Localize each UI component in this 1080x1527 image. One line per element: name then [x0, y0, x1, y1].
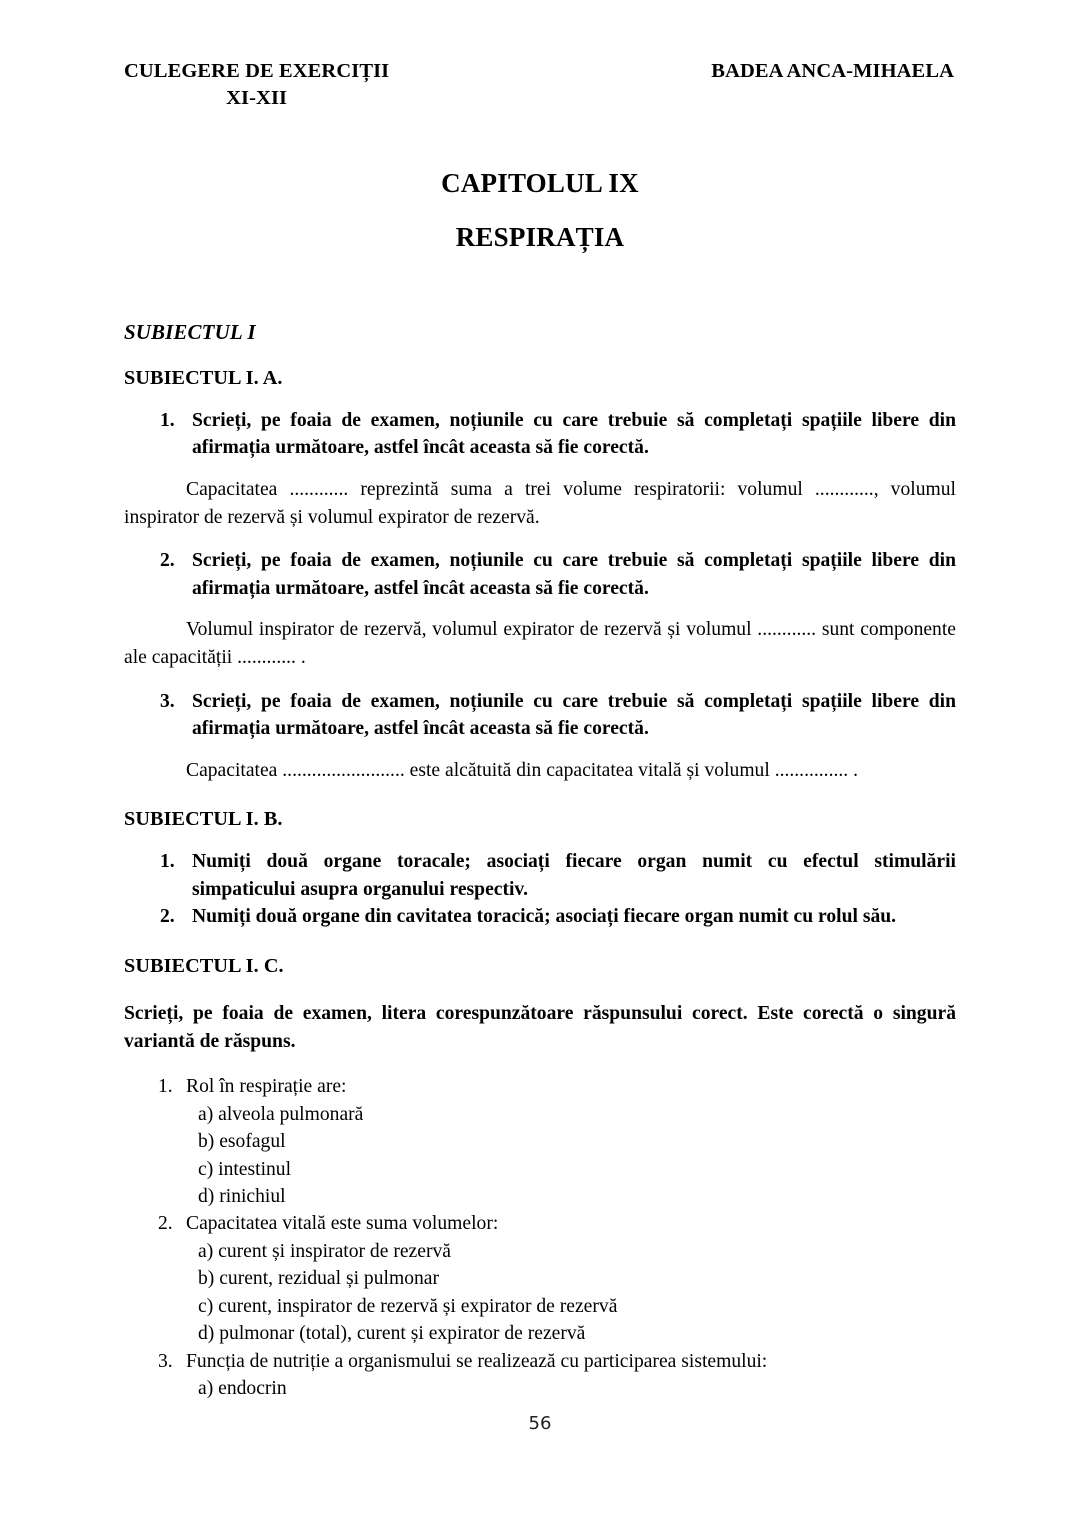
mcq-question-text: Funcția de nutriție a organismului se realizează cu participarea sistemului:: [186, 1350, 768, 1372]
mcq-option[interactable]: b) esofagul: [198, 1131, 286, 1153]
task-text: Numiți două organe din cavitatea toracică; asociați fiecare organ numit cu rolul său.: [192, 906, 897, 928]
header-author-name: BADEA ANCA-MIHAELA: [711, 60, 954, 82]
mcq-question-text: Rol în respirație are:: [186, 1076, 347, 1098]
mcq-option[interactable]: d) rinichiul: [198, 1185, 286, 1207]
mcq-question: [124, 1073, 956, 1210]
mcq-question-number: 1.: [158, 1076, 173, 1098]
task-number: 2.: [160, 906, 175, 928]
subject-heading: SUBIECTUL I: [124, 320, 256, 344]
task-number: 3.: [160, 690, 175, 712]
mcq-option[interactable]: a) alveola pulmonară: [198, 1103, 364, 1125]
mcq-option[interactable]: b) curent, rezidual și pulmonar: [198, 1268, 440, 1290]
section-c-heading: SUBIECTUL I. C.: [124, 954, 284, 977]
section-b-task-list: [124, 848, 956, 930]
task-item: [124, 547, 956, 602]
mcq-option[interactable]: c) curent, inspirator de rezervă și expirator de rezervă: [198, 1295, 618, 1317]
document-body: [124, 318, 956, 1402]
mcq-question: [124, 1210, 956, 1347]
chapter-name-heading: RESPIRAȚIA: [455, 222, 625, 252]
task-item: [124, 688, 956, 743]
multiple-choice-question-list: [124, 1073, 956, 1402]
section-a-task-list: [124, 688, 956, 743]
running-header: [124, 58, 956, 112]
fill-in-statement: Volumul inspirator de rezervă, volumul expirator de rezervă și volumul ............ sunt componente ale capacității ............ .: [124, 619, 956, 668]
task-number: 1.: [160, 851, 175, 873]
mcq-question-text: Capacitatea vitală este suma volumelor:: [186, 1213, 499, 1235]
mcq-question: [124, 1348, 956, 1403]
task-number: 2.: [160, 550, 175, 572]
section-a-heading: SUBIECTUL I. A.: [124, 366, 283, 389]
task-item: [124, 407, 956, 462]
task-item: [124, 848, 956, 903]
section-c-instruction: Scrieți, pe foaia de examen, litera corespunzătoare răspunsului corect. Este corectă o singură variantă de răspuns.: [124, 1003, 956, 1052]
task-number: 1.: [160, 409, 175, 431]
task-text: Numiți două organe toracale; asociați fiecare organ numit cu efectul stimulării simpaticului asupra organului respectiv.: [192, 851, 956, 900]
mcq-option-list: [186, 1375, 956, 1402]
task-text: Scrieți, pe foaia de examen, noțiunile cu care trebuie să completați spațiile libere din afirmația următoare, astfel încât aceasta să fie corectă.: [192, 690, 956, 740]
mcq-option[interactable]: a) curent și inspirator de rezervă: [198, 1240, 451, 1262]
fill-in-statement: Capacitatea ............ reprezintă suma a trei volume respiratorii: volumul ............, volumul inspirator de rezervă și volumul expirator de rezervă.: [124, 478, 956, 528]
task-item: [124, 903, 956, 930]
header-book-title-line1: CULEGERE DE EXERCIȚII: [124, 60, 390, 82]
task-text: Scrieți, pe foaia de examen, noțiunile cu care trebuie să completați spațiile libere din afirmația următoare, astfel încât aceasta să fie corectă.: [192, 550, 956, 599]
mcq-option-list: [186, 1101, 956, 1211]
section-b-heading: SUBIECTUL I. B.: [124, 808, 283, 831]
mcq-question-number: 3.: [158, 1350, 173, 1372]
page-number: 56: [528, 1413, 552, 1434]
header-book-title-line2: XI-XII: [226, 87, 288, 110]
chapter-number-heading: CAPITOLUL IX: [441, 168, 639, 198]
task-text: Scrieți, pe foaia de examen, noțiunile cu care trebuie să completați spațiile libere din afirmația următoare, astfel încât aceasta să fie corectă.: [192, 409, 956, 459]
fill-in-statement: Capacitatea ......................... este alcătuită din capacitatea vitală și volumul ............... .: [186, 759, 858, 781]
mcq-option[interactable]: a) endocrin: [198, 1377, 287, 1399]
header-book-title: [124, 58, 389, 112]
section-a-task-list: [124, 407, 956, 462]
section-a-task-list: [124, 547, 956, 602]
mcq-option[interactable]: d) pulmonar (total), curent și expirator de rezervă: [198, 1323, 586, 1345]
mcq-option-list: [186, 1238, 956, 1348]
mcq-question-number: 2.: [158, 1213, 173, 1235]
mcq-option[interactable]: c) intestinul: [198, 1158, 292, 1180]
